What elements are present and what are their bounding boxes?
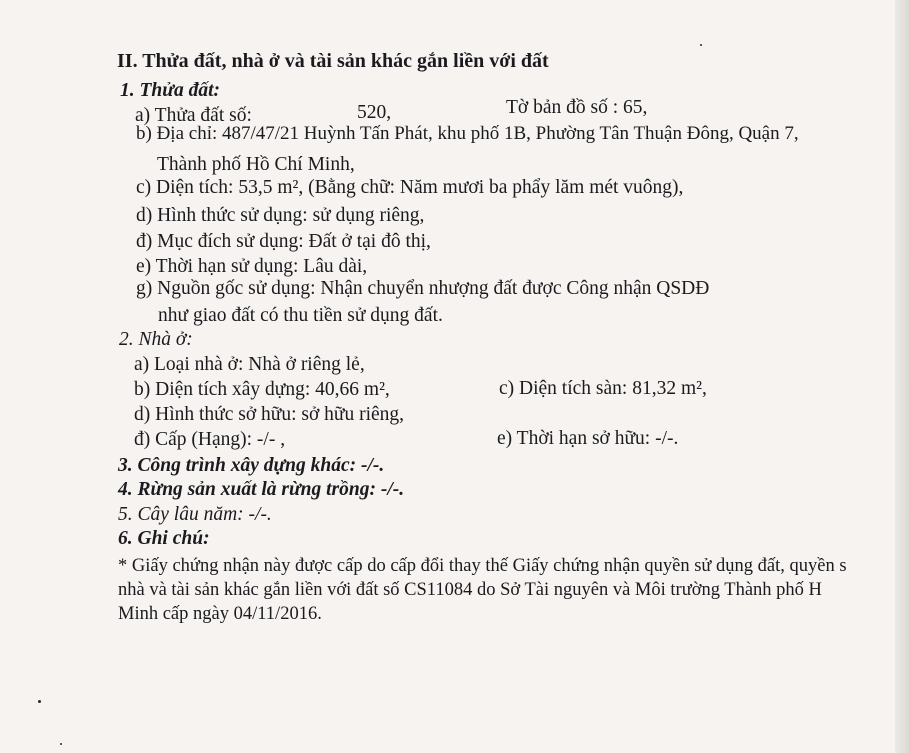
land-origin: g) Nguồn gốc sử dụng: Nhận chuyển nhượng đất được Công nhận QSDĐ bbox=[136, 278, 710, 299]
page-edge bbox=[895, 0, 909, 753]
note-line-2: nhà và tài sản khác gắn liền với đất số CS11084 do Sở Tài nguyên và Môi trường Thành phố H bbox=[118, 580, 822, 600]
dust-speck bbox=[38, 700, 41, 703]
land-heading: 1. Thửa đất: bbox=[120, 80, 220, 101]
house-ownership-term: e) Thời hạn sở hữu: -/-. bbox=[497, 428, 679, 449]
note-line-1: * Giấy chứng nhận này được cấp do cấp đổi thay thế Giấy chứng nhận quyền sử dụng đất, quyền s bbox=[118, 556, 847, 576]
dust-speck bbox=[700, 44, 702, 46]
perennial-trees: 5. Cây lâu năm: -/-. bbox=[118, 504, 272, 525]
dust-speck bbox=[60, 743, 62, 745]
house-build-area: b) Diện tích xây dựng: 40,66 m², bbox=[134, 379, 390, 400]
land-address-city: Thành phố Hồ Chí Minh, bbox=[157, 154, 355, 175]
land-parcel-number: 520, bbox=[357, 102, 392, 123]
house-grade: đ) Cấp (Hạng): -/- , bbox=[134, 429, 286, 450]
planted-forest: 4. Rừng sản xuất là rừng trồng: -/-. bbox=[118, 479, 405, 500]
note-line-3: Minh cấp ngày 04/11/2016. bbox=[118, 604, 322, 624]
land-map-sheet: Tờ bản đồ số : 65, bbox=[506, 97, 648, 118]
land-address: b) Địa chỉ: 487/47/21 Huỳnh Tấn Phát, khu phố 1B, Phường Tân Thuận Đông, Quận 7, bbox=[136, 123, 799, 144]
house-ownership-form: d) Hình thức sở hữu: sở hữu riêng, bbox=[134, 404, 405, 425]
notes-heading: 6. Ghi chú: bbox=[118, 528, 210, 549]
land-usage-form: d) Hình thức sử dụng: sử dụng riêng, bbox=[136, 205, 425, 226]
section-title: II. Thửa đất, nhà ở và tài sản khác gắn liền với đất bbox=[117, 50, 549, 72]
house-type: a) Loại nhà ở: Nhà ở riêng lẻ, bbox=[134, 354, 365, 375]
land-usage-purpose: đ) Mục đích sử dụng: Đất ở tại đô thị, bbox=[136, 231, 431, 252]
land-usage-term: e) Thời hạn sử dụng: Lâu dài, bbox=[136, 256, 368, 277]
house-heading: 2. Nhà ở: bbox=[119, 329, 193, 350]
other-works: 3. Công trình xây dựng khác: -/-. bbox=[118, 455, 385, 476]
land-area: c) Diện tích: 53,5 m², (Bằng chữ: Năm mươi ba phẩy lăm mét vuông), bbox=[136, 177, 684, 198]
house-floor-area: c) Diện tích sàn: 81,32 m², bbox=[499, 378, 707, 399]
land-origin-cont: như giao đất có thu tiền sử dụng đất. bbox=[158, 305, 443, 326]
land-parcel-label: a) Thửa đất số: bbox=[135, 105, 252, 126]
